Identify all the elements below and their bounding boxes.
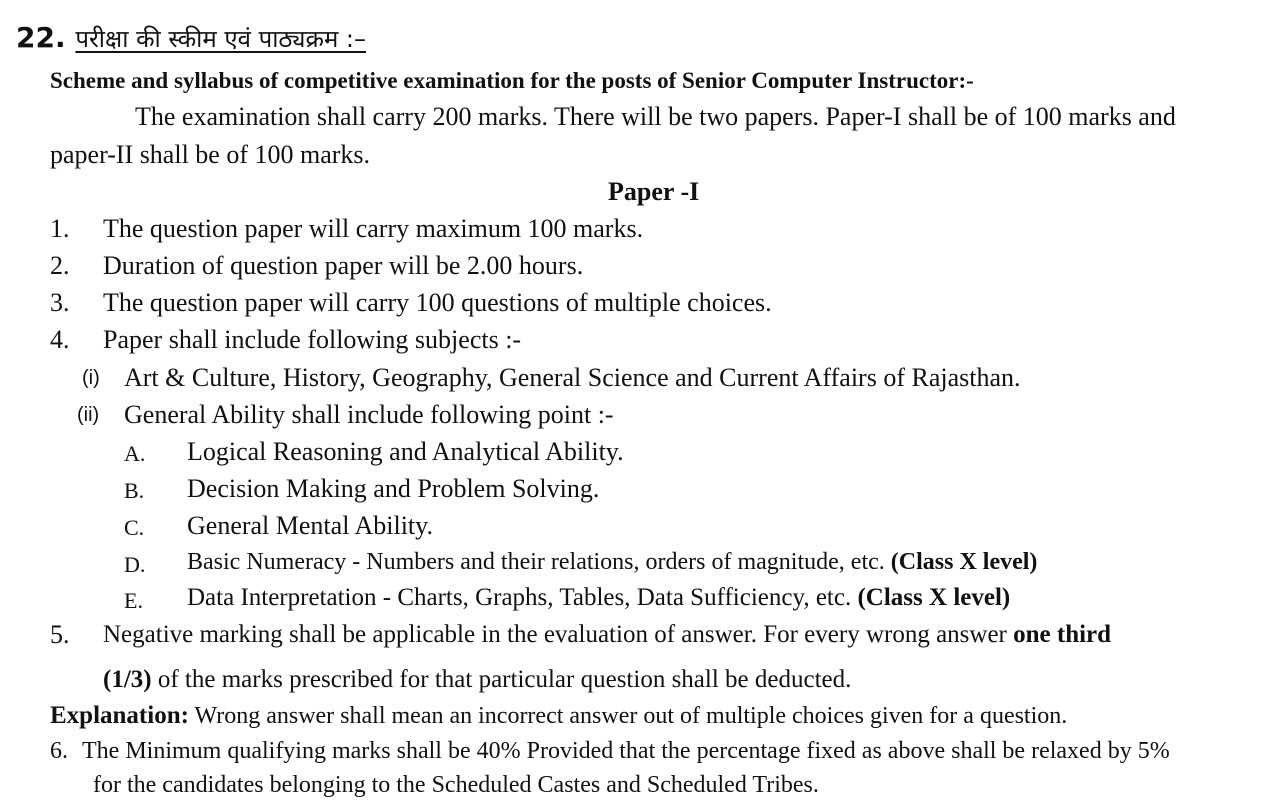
point-text-e: Data Interpretation - Charts, Graphs, Tables, Data Sufficiency, etc.: [187, 584, 852, 611]
item-6-text-1: The Minimum qualifying marks shall be 40% Provided that the percentage fixed as above shall be relaxed by 5%: [82, 738, 1170, 764]
item-5-bold-1: one third: [1013, 621, 1112, 648]
point-letter-c: C.: [124, 515, 145, 540]
item-number-5: 5.: [50, 620, 70, 649]
point-line-d: [187, 546, 1037, 578]
explanation-text: Wrong answer shall mean an incorrect answer out of multiple choices given for a question.: [194, 703, 1068, 729]
item-text-2: Duration of question paper will be 2.00 hours.: [103, 251, 584, 280]
document-subtitle: Scheme and syllabus of competitive examination for the posts of Senior Computer Instructor:-: [50, 68, 974, 93]
item-text-3: The question paper will carry 100 questions of multiple choices.: [103, 288, 772, 317]
point-text-a: Logical Reasoning and Analytical Ability.: [187, 437, 624, 466]
point-text-d: Basic Numeracy - Numbers and their relations, orders of magnitude, etc.: [187, 549, 885, 575]
intro-line-1: The examination shall carry 200 marks. There will be two papers. Paper-I shall be of 100 marks and: [135, 102, 1176, 131]
item-5-line-2: [103, 664, 851, 696]
item-number-3: 3.: [50, 288, 70, 317]
point-letter-b: B.: [124, 478, 145, 503]
item-6-line-1: [50, 735, 1170, 767]
subitem-number-ii: (ii): [77, 404, 100, 426]
point-letter-a: A.: [124, 441, 146, 466]
item-text-1: The question paper will carry maximum 100 marks.: [103, 214, 644, 243]
item-6-line-2: for the candidates belonging to the Scheduled Castes and Scheduled Tribes.: [93, 772, 819, 798]
item-number-6: 6.: [50, 738, 68, 764]
subitem-text-ii: General Ability shall include following point :-: [124, 400, 614, 429]
paper-title: Paper -I: [608, 177, 700, 206]
explanation-label: Explanation:: [50, 702, 189, 729]
point-line-e: [187, 582, 1010, 614]
item-5-text-2: of the marks prescribed for that particular question shall be deducted.: [157, 666, 852, 693]
point-letter-d: D.: [124, 552, 146, 577]
point-level-d: (Class X level): [890, 549, 1038, 575]
point-text-c: General Mental Ability.: [187, 511, 433, 540]
explanation: [50, 700, 1067, 732]
item-number-4: 4.: [50, 325, 70, 354]
item-5-text-1: Negative marking shall be applicable in the evaluation of answer. For every wrong answer: [103, 621, 1007, 648]
hindi-title: परीक्षा की स्कीम एवं पाठ्यक्रम :–: [75, 25, 367, 53]
item-number-1: 1.: [50, 214, 70, 243]
item-number-2: 2.: [50, 251, 70, 280]
item-5-line-1: [103, 619, 1111, 651]
point-level-e: (Class X level): [857, 584, 1011, 611]
intro-line-2: paper-II shall be of 100 marks.: [50, 140, 371, 169]
section-number: 22.: [16, 21, 66, 54]
item-5-bold-2: (1/3): [103, 666, 152, 693]
section-heading: [16, 18, 366, 59]
point-text-b: Decision Making and Problem Solving.: [187, 474, 600, 503]
item-text-4: Paper shall include following subjects :-: [103, 325, 522, 354]
subitem-number-i: (i): [82, 367, 100, 389]
point-letter-e: E.: [124, 588, 143, 613]
subitem-text-i: Art & Culture, History, Geography, General Science and Current Affairs of Rajasthan.: [124, 363, 1021, 392]
